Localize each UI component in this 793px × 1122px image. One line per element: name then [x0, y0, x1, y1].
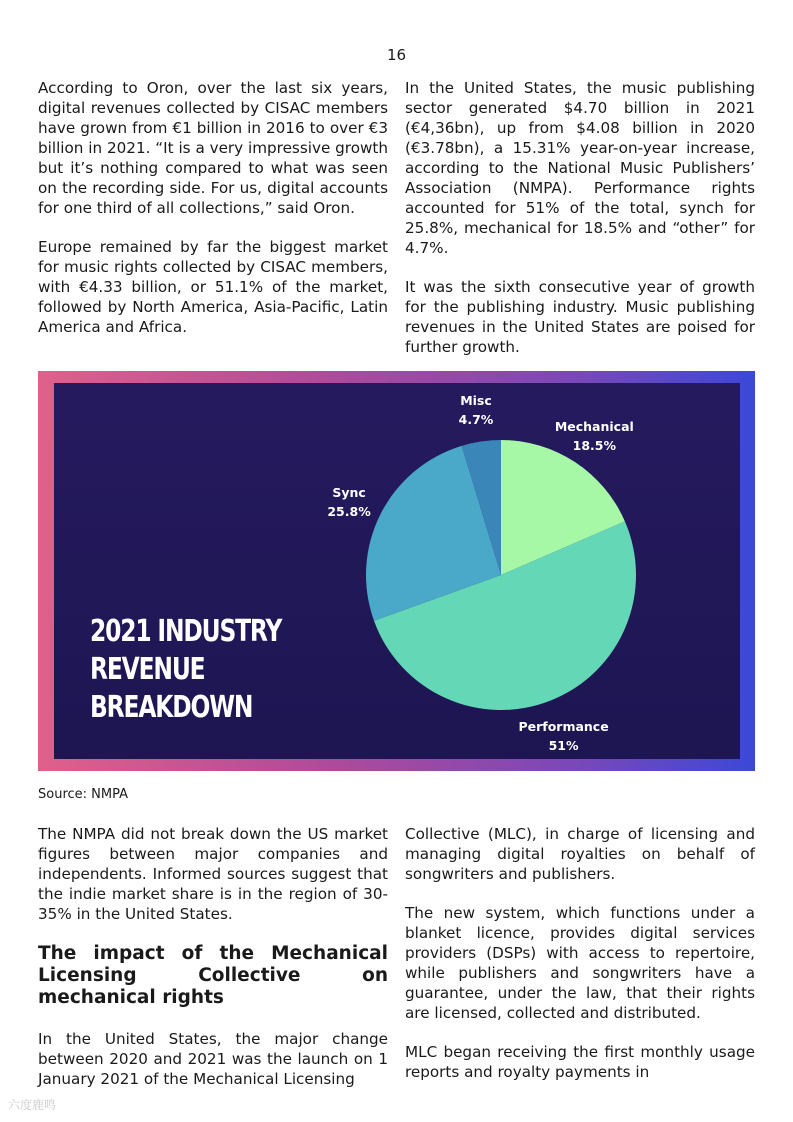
- chart-title-line-2: REVENUE BREAKDOWN: [90, 652, 253, 725]
- pie-chart: [54, 383, 740, 759]
- slice-value-label: 4.7%: [458, 411, 494, 427]
- paragraph: It was the sixth consecutive year of growth for the publishing industry. Music publishing revenues in the United States are poised for further growth.: [405, 278, 755, 356]
- paragraph: Europe remained by far the biggest market for music rights collected by CISAC members, with €4.33 billion, or 51.1% of the market, followed by North America, Asia-Pacific, Latin America and Africa.: [38, 238, 388, 336]
- page-number: 16: [386, 46, 407, 64]
- paragraph: In the United States, the major change between 2020 and 2021 was the launch on 1 January 2021 of the Mechanical Licensing: [38, 1030, 388, 1088]
- paragraph: According to Oron, over the last six years, digital revenues collected by CISAC members have grown from €1 billion in 2016 to over €3 billion in 2021. “It is a very impressive growth but it’s nothing compared to what was seen on the recording side. For us, digital accounts for one third of all collections,” said Oron.: [38, 79, 388, 217]
- chart-panel: [54, 383, 740, 759]
- slice-value-label: 51%: [548, 738, 579, 754]
- paragraph: In the United States, the music publishing sector generated $4.70 billion in 2021 (€4,36bn), up from $4.08 billion in 2020 (€3.78bn), a 15.31% year-on-year increase, according to the National Music Publishers’ Association (NMPA). Performance rights accounted for 51% of the total, synch for 25.8%, mechanical for 18.5% and “other” for 4.7%.: [405, 79, 755, 257]
- figure-source: Source: NMPA: [38, 787, 129, 802]
- slice-name-label: Sync: [332, 484, 366, 500]
- slice-value-label: 18.5%: [572, 437, 617, 453]
- paragraph: The new system, which functions under a blanket licence, provides digital services providers (DSPs) with access to repertoire, while publishers and songwriters have a guarantee, under the law, that their rights are licensed, collected and distributed.: [405, 904, 755, 1022]
- paragraph: Collective (MLC), in charge of licensing and managing digital royalties on behalf of songwriters and publishers.: [405, 825, 755, 883]
- paragraph: The NMPA did not break down the US market figures between major companies and independents. Informed sources suggest that the indie market share is in the region of 30-35% in the United States.: [38, 825, 388, 923]
- slice-name-label: Mechanical: [554, 418, 634, 434]
- slice-name-label: Performance: [518, 719, 609, 735]
- watermark-logo: 六度鹿鸣: [8, 1098, 57, 1112]
- slice-value-label: 25.8%: [327, 503, 371, 519]
- left-column-bottom: [38, 824, 388, 1108]
- right-column-top: [405, 78, 755, 376]
- chart-title-line-1: 2021 INDUSTRY: [90, 614, 282, 649]
- right-column-bottom: [405, 824, 755, 1101]
- paragraph: MLC began receiving the first monthly usage reports and royalty payments in: [405, 1043, 755, 1081]
- left-column-top: [38, 78, 388, 356]
- revenue-chart-figure: [38, 371, 755, 771]
- section-heading: The impact of the Mechanical Licensing Collective on mechanical rights: [38, 943, 388, 1008]
- slice-name-label: Misc: [460, 392, 492, 408]
